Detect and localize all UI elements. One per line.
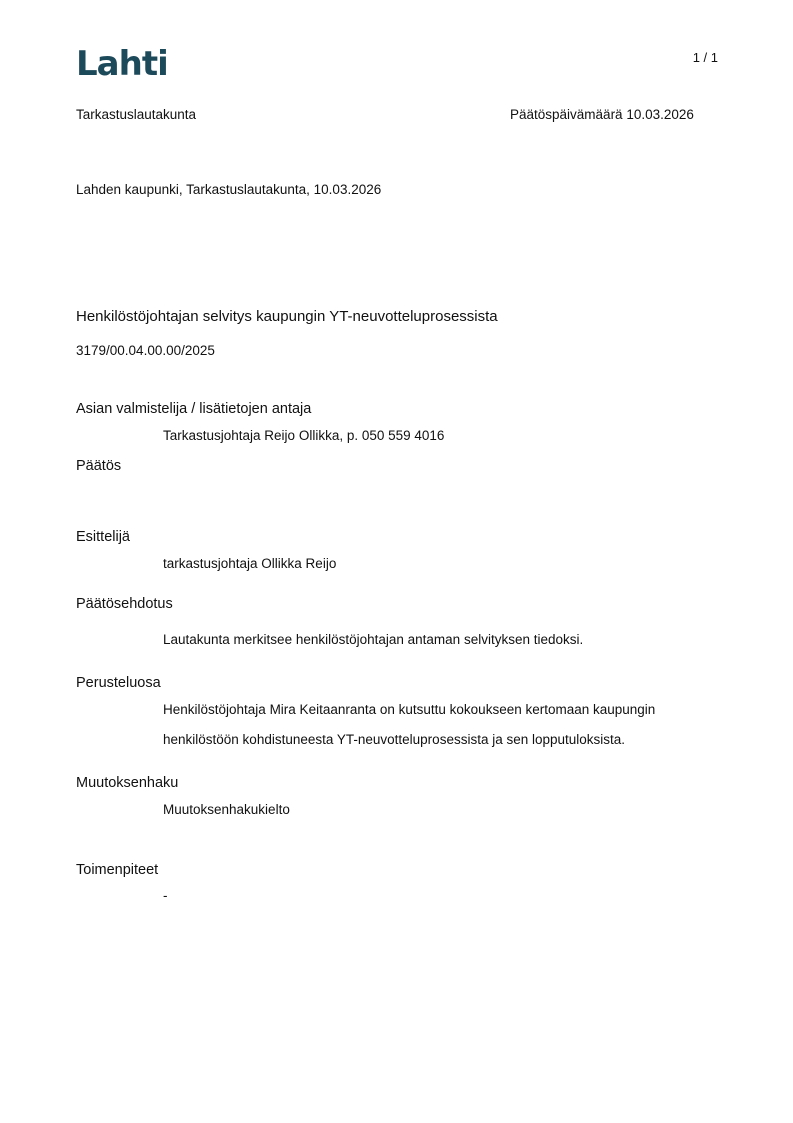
actions-text: - <box>163 888 168 903</box>
actions-heading: Toimenpiteet <box>76 862 159 878</box>
record-number: 3179/00.04.00.00/2025 <box>76 343 215 358</box>
lahti-logo: Lahti <box>76 44 168 84</box>
rationale-line-2: henkilöstöön kohdistuneesta YT-neuvotteluprosessista ja sen lopputuloksista. <box>163 732 626 747</box>
rationale-line-1: Henkilöstöjohtaja Mira Keitaanranta on kutsuttu kokoukseen kertomaan kaupungin <box>163 702 656 717</box>
preparer-heading: Asian valmistelija / lisätietojen antaja <box>76 401 312 417</box>
decision-date: Päätöspäivämäärä 10.03.2026 <box>510 107 694 122</box>
decision-heading: Päätös <box>76 458 122 474</box>
meeting-line: Lahden kaupunki, Tarkastuslautakunta, 10.03.2026 <box>76 182 382 197</box>
presenter-text: tarkastusjohtaja Ollikka Reijo <box>163 556 337 571</box>
matter-title: Henkilöstöjohtajan selvitys kaupungin YT-neuvotteluprosessista <box>76 308 498 325</box>
rationale-heading: Perusteluosa <box>76 675 161 691</box>
page-number: 1 / 1 <box>692 50 718 65</box>
presenter-heading: Esittelijä <box>76 529 130 545</box>
proposal-text: Lautakunta merkitsee henkilöstöjohtajan antaman selvityksen tiedoksi. <box>163 632 584 647</box>
appeal-heading: Muutoksenhaku <box>76 775 179 791</box>
preparer-text: Tarkastusjohtaja Reijo Ollikka, p. 050 559 4016 <box>163 428 445 443</box>
committee-name: Tarkastuslautakunta <box>76 107 197 122</box>
appeal-text: Muutoksenhakukielto <box>163 802 290 817</box>
proposal-heading: Päätösehdotus <box>76 596 173 612</box>
